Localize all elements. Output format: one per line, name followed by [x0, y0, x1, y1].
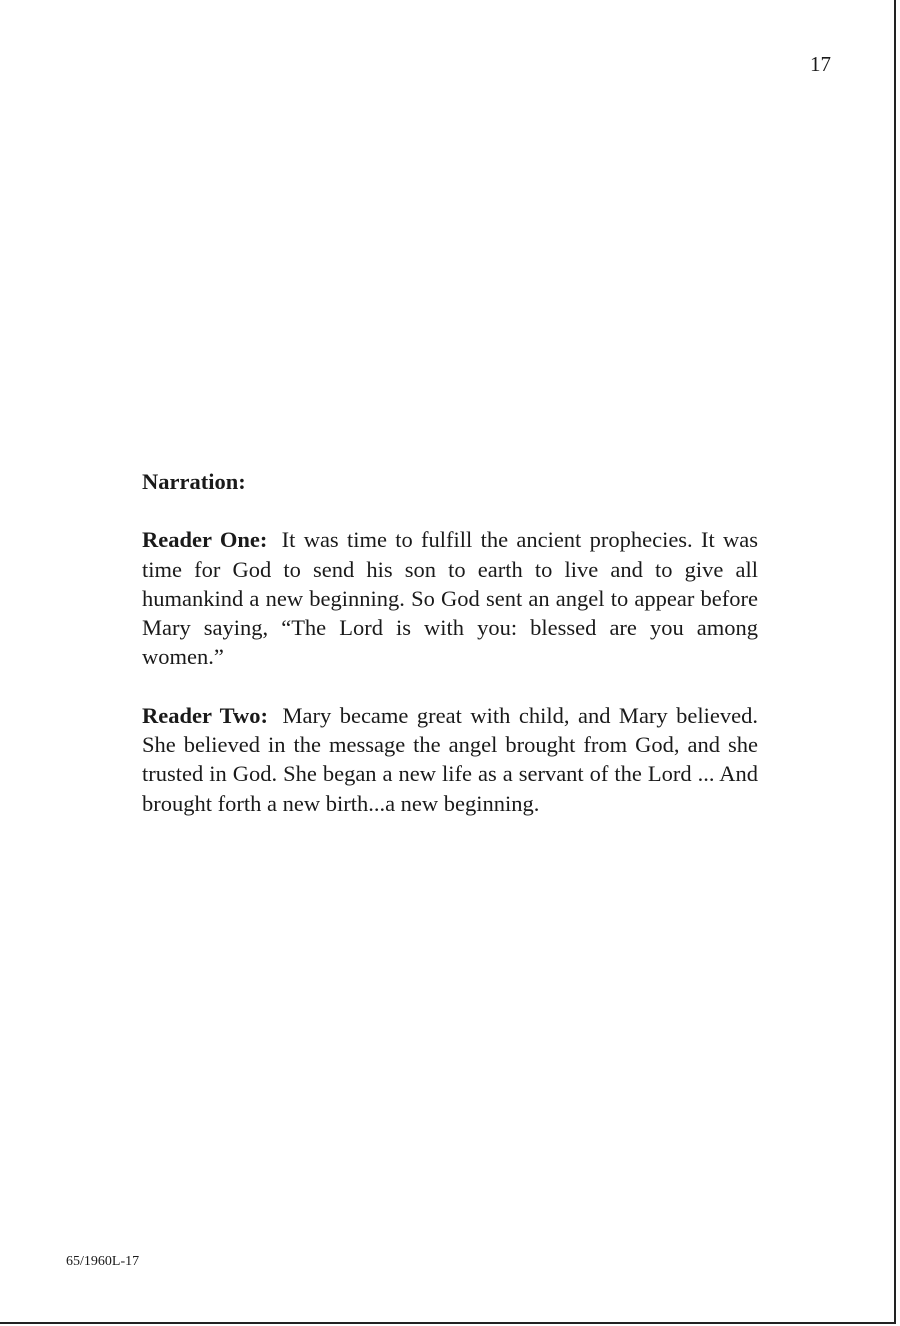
reader-two-paragraph: [142, 701, 758, 818]
narration-heading: Narration:: [142, 469, 246, 494]
reader-one-label: Reader One:: [142, 527, 268, 553]
reader-two-text: Mary became great with child, and Mary believed. She believed in the message the angel brought from God, and she trusted in God. She began a new life as a servant of the Lord ... And brought forth a new birth...a new beginning.: [142, 702, 758, 816]
footer-code: 65/1960L-17: [66, 1254, 140, 1269]
reader-two-label: Reader Two:: [142, 702, 268, 728]
reader-one-text: It was time to fulfill the ancient prophecies. It was time for God to send his son to earth to live and to give all humankind a new beginning. So God sent an angel to appear before Mary saying, “The Lord is with you: blessed are you among women.”: [142, 527, 759, 670]
reader-one-paragraph: [142, 525, 758, 671]
page-number: 17: [810, 52, 831, 76]
narration-section: [142, 467, 758, 847]
